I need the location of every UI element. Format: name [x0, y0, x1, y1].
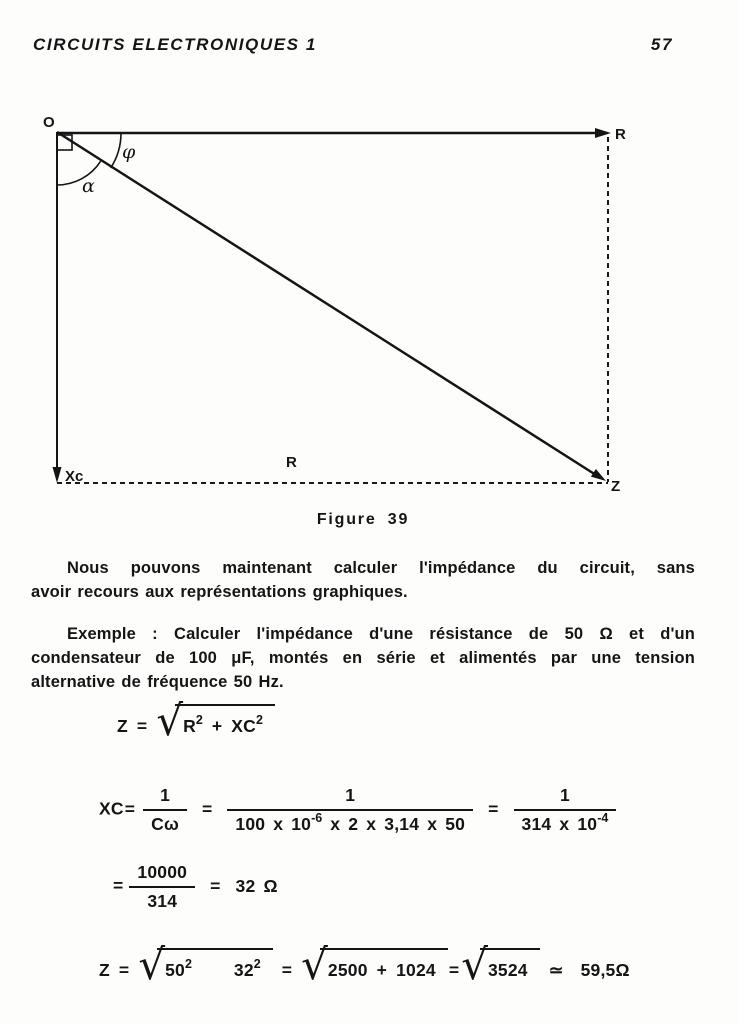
phi-angle-arc — [111, 133, 121, 168]
exponent: 2 — [253, 957, 261, 971]
paragraph-line: Nous pouvons maintenant calculer l'impédance du circuit, sans — [67, 559, 695, 577]
paragraph-line: alternative de fréquence 50 Hz. — [31, 673, 284, 691]
formula-lhs: Z — [99, 960, 110, 980]
radical-icon: √ — [461, 940, 488, 989]
impedance-vector-diagram — [0, 0, 739, 505]
numerator: 1 — [559, 785, 570, 805]
denominator — [227, 809, 473, 835]
exponent: 2 — [184, 957, 192, 971]
paragraph-line: Exemple : Calculer l'impédance d'une résistance de 50 Ω et d'un — [67, 625, 695, 643]
formula-xc-calculation — [99, 785, 622, 835]
den-part: x 2 x 3,14 x 50 — [322, 814, 466, 834]
numerator: 1 — [345, 785, 356, 805]
result-value: 32 Ω — [235, 875, 278, 896]
exponent: 2 — [256, 713, 263, 727]
fraction — [514, 785, 617, 835]
exponent: 2 — [195, 713, 203, 727]
term: R — [183, 716, 196, 736]
equals-sign: = — [118, 960, 130, 980]
paragraph-line: condensateur de 100 μF, montés en série et alimentés par une tension — [31, 649, 695, 667]
square-root — [301, 940, 448, 989]
r-axis-label: R — [615, 126, 626, 143]
result-value: 59,5Ω — [580, 960, 630, 980]
numerator: 1 — [160, 785, 171, 805]
term: 1024 — [396, 960, 436, 980]
equals-sign: = — [448, 960, 460, 980]
figure-caption: Figure 39 — [316, 511, 410, 528]
term: 32 — [233, 960, 254, 980]
fraction — [227, 785, 473, 835]
radical-icon: √ — [156, 696, 184, 745]
exponent: -4 — [597, 811, 609, 825]
origin-label: O — [43, 114, 55, 131]
formula-z-calculation — [99, 940, 630, 989]
fraction — [129, 862, 195, 912]
equals-sign: = — [488, 798, 499, 819]
xc-axis-label: Xc — [65, 468, 84, 485]
equals-sign: = — [124, 798, 136, 819]
radical-icon: √ — [138, 940, 166, 989]
book-title: CIRCUITS ELECTRONIQUES 1 — [33, 35, 317, 54]
equals-sign: = — [113, 875, 124, 896]
formula-z-general — [117, 696, 275, 745]
approx-equal-sign: ≃ — [548, 960, 564, 980]
term: XC — [231, 716, 257, 736]
numerator: 10000 — [137, 862, 188, 882]
plus-sign: + — [376, 960, 388, 980]
formula-xc-result — [113, 862, 278, 912]
equals-sign: = — [136, 716, 148, 736]
term: 3524 — [480, 948, 540, 981]
z-vector-label: Z — [611, 478, 621, 495]
page-number: 57 — [650, 35, 673, 54]
term: 50 — [165, 960, 185, 980]
paragraph-line: avoir recours aux représentations graphiques. — [31, 583, 408, 601]
r-vector-arrowhead-icon — [595, 128, 611, 138]
denominator — [514, 809, 617, 835]
plus-sign: + — [211, 716, 223, 736]
alpha-angle-label: α — [82, 175, 95, 197]
square-root — [138, 940, 272, 989]
r-bottom-label: R — [286, 454, 297, 471]
exponent: -6 — [311, 811, 323, 825]
phi-angle-label: φ — [122, 141, 136, 163]
paragraph-example — [31, 622, 695, 694]
equals-sign: = — [201, 798, 213, 819]
denominator: 314 — [129, 886, 195, 912]
paragraph-intro — [31, 556, 695, 604]
square-root — [461, 940, 540, 989]
den-part: 314 x 10 — [521, 814, 598, 834]
fraction — [143, 785, 187, 835]
denominator: Cω — [143, 809, 187, 835]
formula-lhs: XC — [99, 798, 124, 819]
term: 2500 — [327, 960, 368, 980]
z-vector-line — [57, 132, 596, 475]
radical-icon: √ — [301, 940, 328, 989]
square-root — [156, 696, 275, 745]
den-part: 100 x 10 — [235, 814, 312, 834]
z-vector-arrowhead-icon — [591, 469, 606, 481]
xc-vector-arrowhead-icon — [53, 467, 62, 483]
equals-sign: = — [281, 960, 293, 980]
formula-lhs: Z — [117, 716, 128, 736]
equals-sign: = — [210, 875, 221, 896]
